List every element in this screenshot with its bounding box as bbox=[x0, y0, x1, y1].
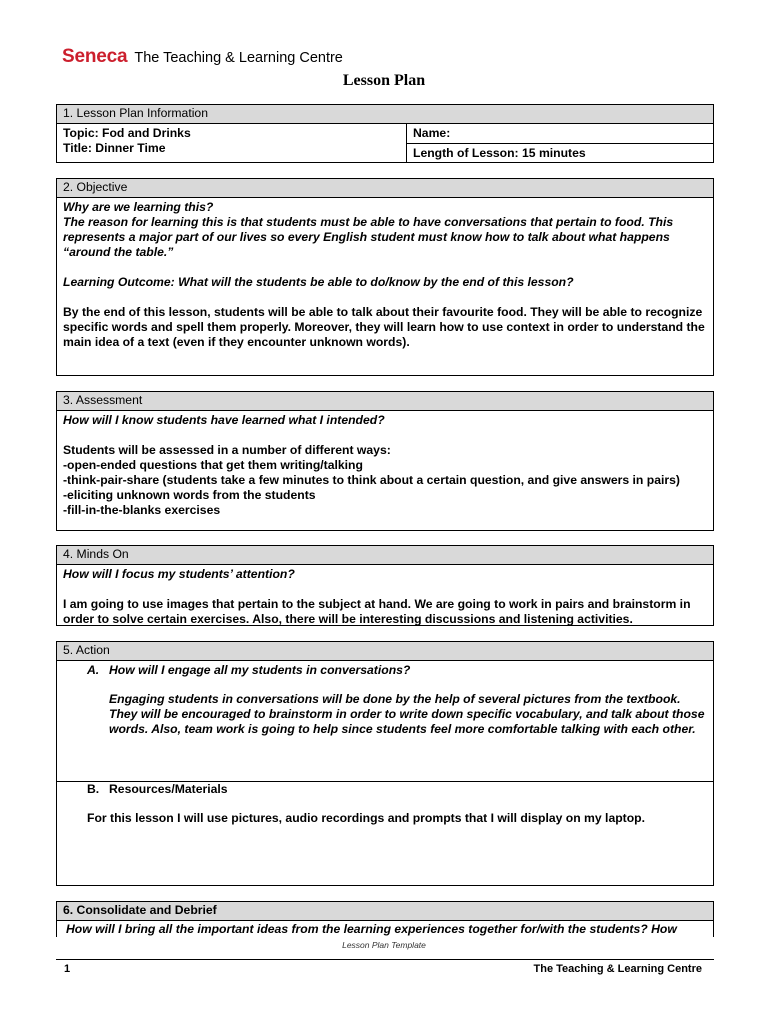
minds-on-section bbox=[56, 545, 714, 626]
section-heading: 2. Objective bbox=[57, 179, 713, 198]
footer-caption: Lesson Plan Template bbox=[342, 940, 426, 950]
consolidate-question: How will I bring all the important ideas from the learning experiences together for/with the students? How bbox=[66, 922, 677, 936]
assessment-item: -eliciting unknown words from the students bbox=[63, 488, 316, 502]
assessment-item: -think-pair-share (students take a few minutes to think about a certain question, and give answers in pairs) bbox=[63, 473, 680, 487]
lesson-info-section bbox=[56, 104, 714, 163]
page-number: 1 bbox=[64, 963, 71, 975]
section-heading: 5. Action bbox=[57, 642, 713, 661]
length-field: Length of Lesson: 15 minutes bbox=[413, 146, 586, 160]
section-heading: 1. Lesson Plan Information bbox=[57, 105, 713, 124]
title-text: Title: Dinner Time bbox=[63, 141, 166, 155]
outcome-text: By the end of this lesson, students will be able to talk about their favourite food. They will be able to recognize specific words and spell them properly. Moreover, they will learn how to use context in order to understand the main idea of a text (even if they encounter unknown words). bbox=[63, 305, 705, 349]
section-heading: 3. Assessment bbox=[57, 392, 713, 411]
assessment-question: How will I know students have learned what I intended? bbox=[63, 413, 385, 427]
part-b-label: Resources/Materials bbox=[109, 782, 228, 796]
assessment-item: -open-ended questions that get them writing/talking bbox=[63, 458, 363, 472]
header-org-name: The Teaching & Learning Centre bbox=[134, 50, 343, 66]
section-heading: 4. Minds On bbox=[57, 546, 713, 565]
action-part-a bbox=[57, 661, 713, 737]
minds-on-question: How will I focus my students’ attention? bbox=[63, 567, 295, 581]
part-a-letter: A. bbox=[87, 663, 100, 677]
topic-text: Topic: Fod and Drinks bbox=[63, 126, 191, 140]
section-heading: 6. Consolidate and Debrief bbox=[57, 902, 713, 921]
document-title: Lesson Plan bbox=[342, 72, 426, 89]
action-part-b bbox=[57, 781, 713, 826]
action-section bbox=[56, 641, 714, 886]
assessment-intro: Students will be assessed in a number of different ways: bbox=[63, 443, 391, 457]
part-b-letter: B. bbox=[87, 782, 100, 796]
objective-reason: The reason for learning this is that students must be able to have conversations that pertain to food. This represents a major part of our lives so every English student must know how to talk about what happens “around the table.” bbox=[63, 215, 674, 259]
objective-section bbox=[56, 178, 714, 376]
part-b-text: For this lesson I will use pictures, audio recordings and prompts that I will display on my laptop. bbox=[87, 811, 646, 825]
part-a-question: How will I engage all my students in conversations? bbox=[109, 663, 411, 677]
page-header bbox=[62, 46, 343, 68]
assessment-section bbox=[56, 391, 714, 531]
footer-org-name: The Teaching & Learning Centre bbox=[533, 963, 702, 975]
assessment-item: -fill-in-the-blanks exercises bbox=[63, 503, 221, 517]
minds-on-text: I am going to use images that pertain to the subject at hand. We are going to work in pairs and brainstorm in order to solve certain exercises. Also, there will be interesting discussions and listening activities. bbox=[63, 597, 691, 626]
seneca-logo: Seneca bbox=[62, 46, 128, 67]
objective-question: Why are we learning this? bbox=[63, 200, 214, 214]
outcome-question: Learning Outcome: What will the students be able to do/know by the end of this lesson? bbox=[63, 275, 574, 289]
footer-divider bbox=[56, 959, 714, 960]
consolidate-section bbox=[56, 901, 714, 937]
name-field: Name: bbox=[407, 124, 713, 144]
topic-title-cell bbox=[57, 124, 407, 162]
part-a-text: Engaging students in conversations will be done by the help of several pictures from the textbook. They will be encouraged to brainstorm in order to write down specific vocabulary, and talk about those words. Also, team work is going to help since students feel more comfortable talking with each other. bbox=[109, 692, 705, 736]
